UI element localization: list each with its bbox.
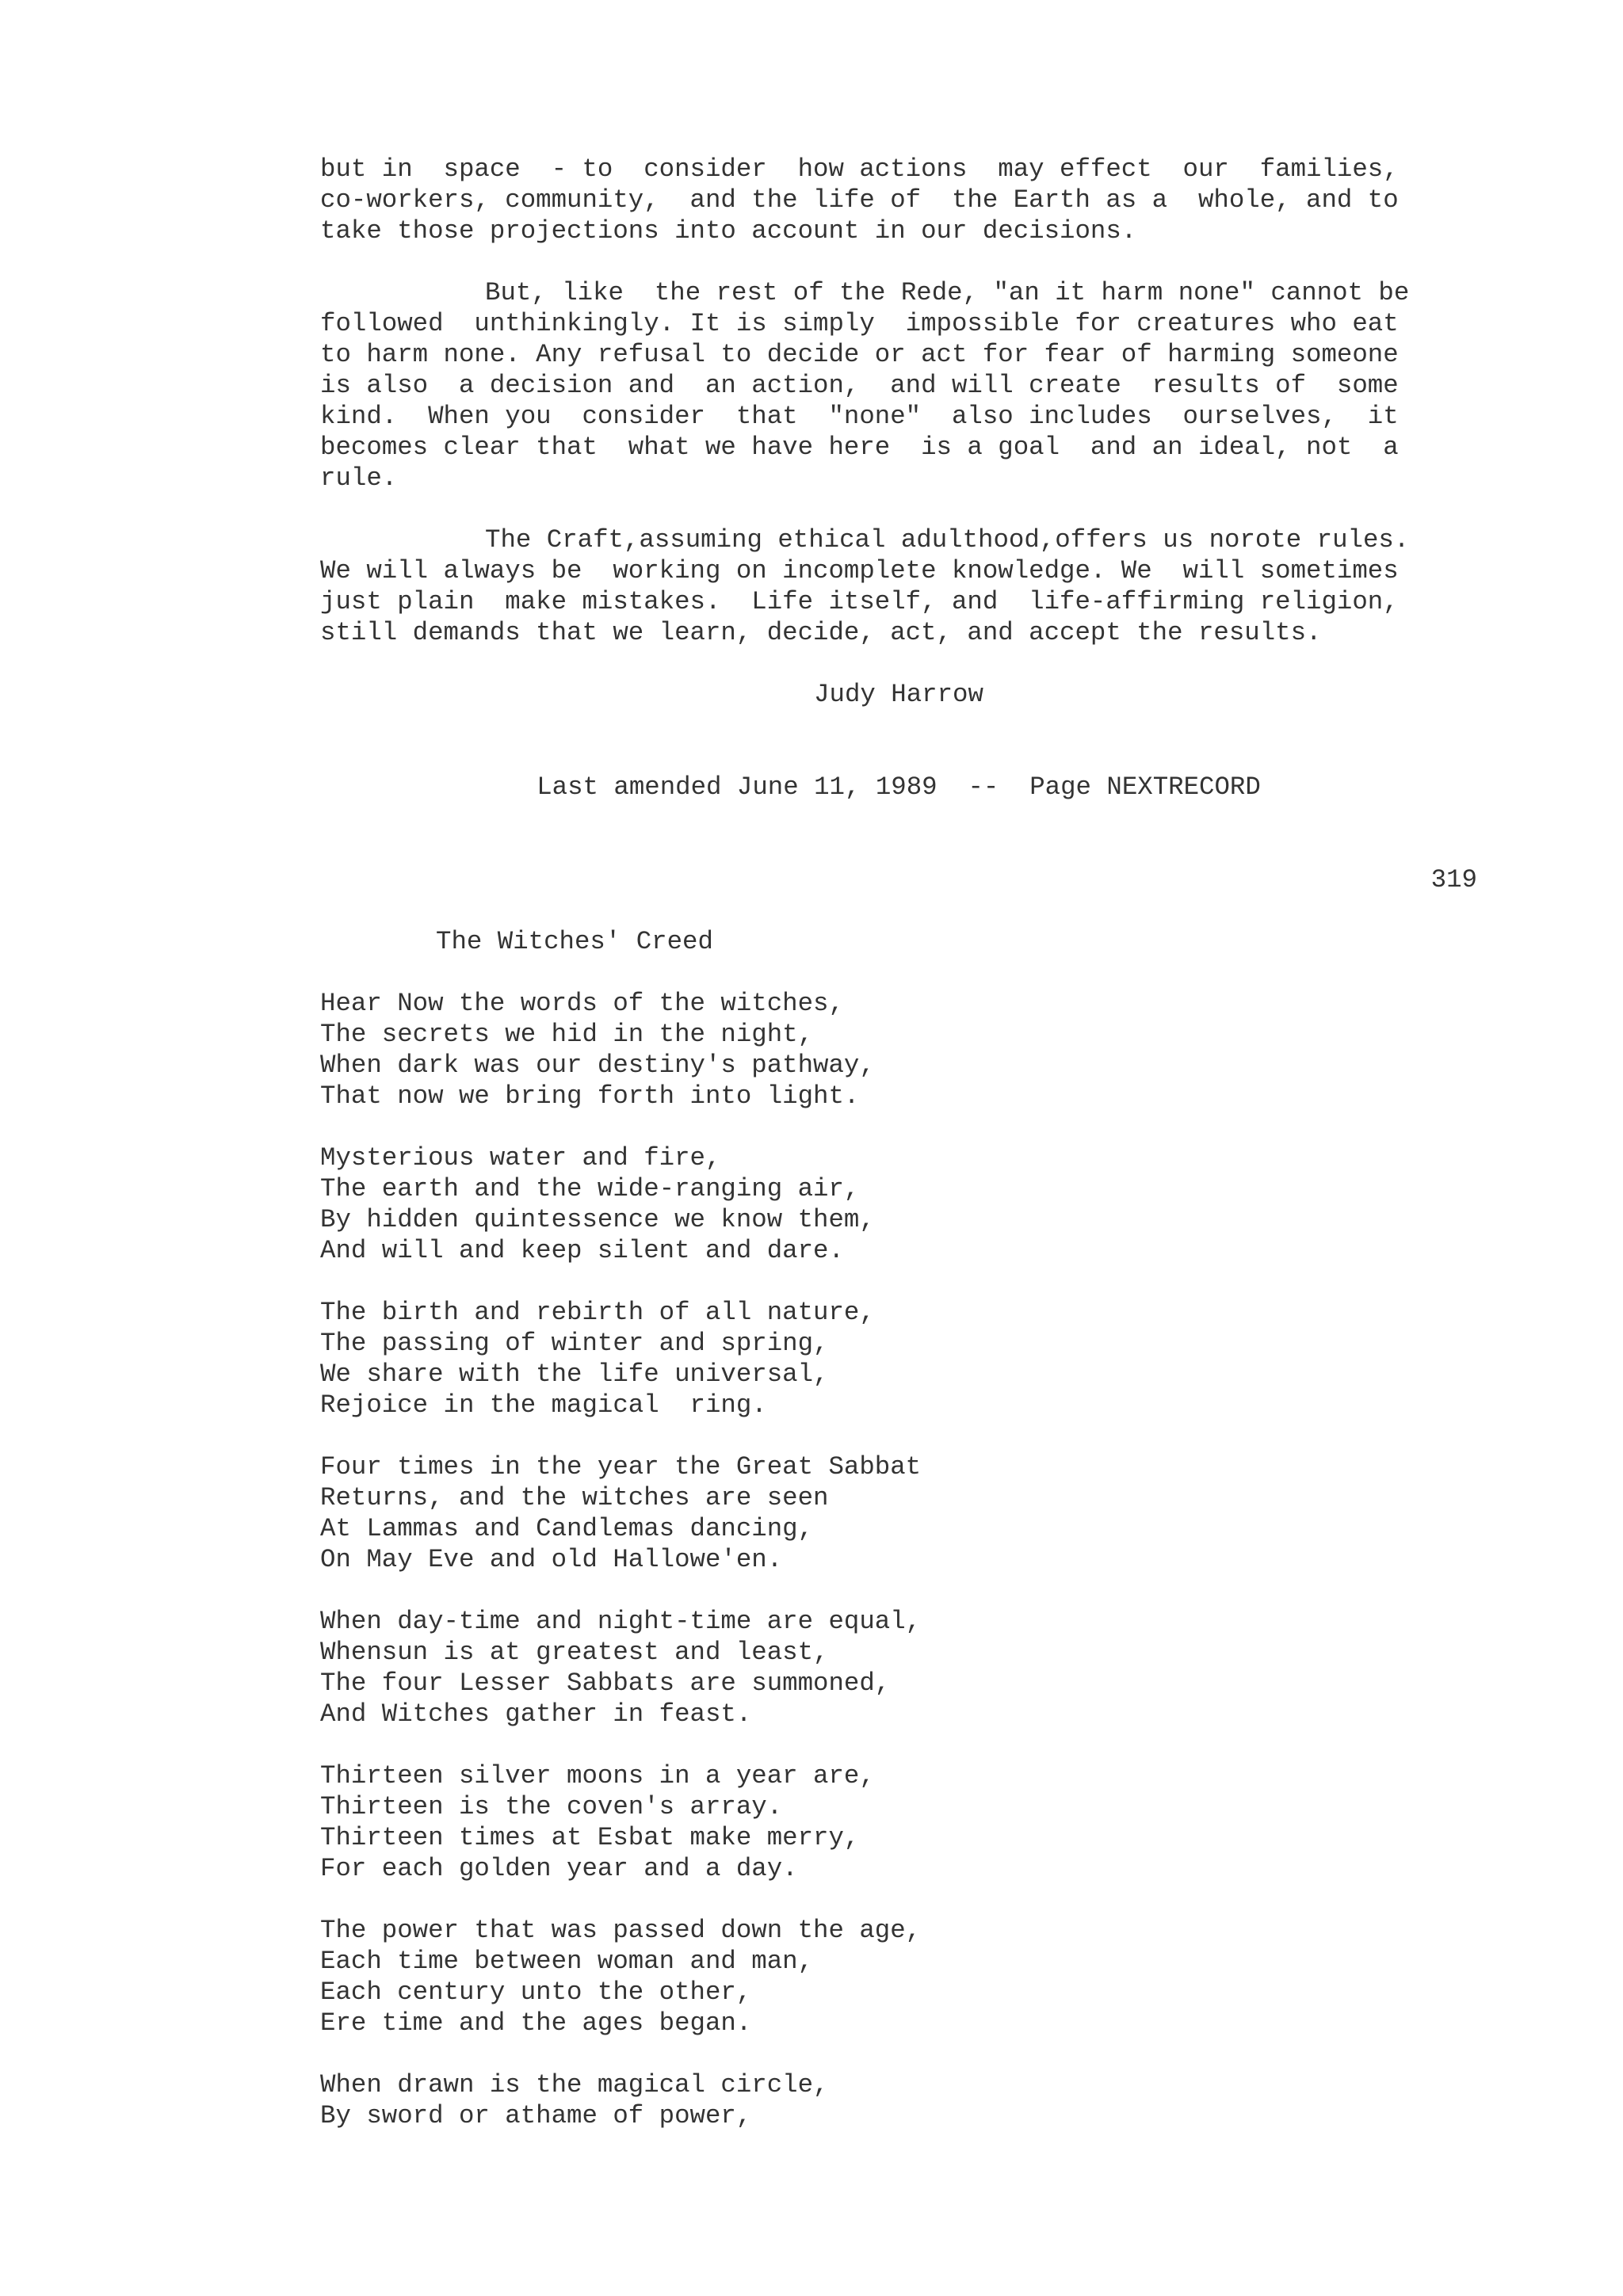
poem-line: The secrets we hid in the night,: [320, 1020, 814, 1049]
poem-line: By sword or athame of power,: [320, 2101, 752, 2130]
poem-line: That now we bring forth into light.: [320, 1081, 860, 1111]
text-line: take those projections into account in our decisions.: [320, 216, 1137, 246]
text-line: becomes clear that what we have here is a goal and an ideal, not a: [320, 433, 1399, 462]
poem-title: The Witches' Creed: [436, 927, 713, 956]
poem-stanza: [320, 2069, 1477, 2131]
poem-line: The four Lesser Sabbats are summoned,: [320, 1669, 891, 1698]
poem-line: Each century unto the other,: [320, 1978, 752, 2007]
poem-line: We share with the life universal,: [320, 1360, 829, 1389]
text-line: to harm none. Any refusal to decide or act for fear of harming someone: [320, 340, 1399, 369]
poem-line: On May Eve and old Hallowe'en.: [320, 1545, 783, 1574]
poem-line: The power that was passed down the age,: [320, 1916, 922, 1945]
poem-line: And will and keep silent and dare.: [320, 1236, 844, 1265]
text-line: rule.: [320, 463, 398, 493]
poem-line: The earth and the wide-ranging air,: [320, 1174, 860, 1203]
text-line: is also a decision and an action, and will create results of some: [320, 371, 1399, 400]
poem-stanza: [320, 1915, 1477, 2039]
poem-line: And Witches gather in feast.: [320, 1699, 752, 1729]
poem-line: The passing of winter and spring,: [320, 1329, 829, 1358]
poem-line: When dark was our destiny's pathway,: [320, 1051, 875, 1080]
poem-line: Hear Now the words of the witches,: [320, 989, 844, 1018]
essay-paragraph-2: [320, 277, 1477, 494]
poem-line: Thirteen times at Esbat make merry,: [320, 1823, 860, 1852]
spacer: [320, 710, 1477, 772]
poem-stanza: [320, 1606, 1477, 1730]
text-line: but in space - to consider how actions may effect our families,: [320, 154, 1399, 184]
poem-stanza: [320, 1451, 1477, 1575]
text-line: just plain make mistakes. Life itself, and life-affirming religion,: [320, 587, 1399, 616]
text-line: co-workers, community, and the life of the Earth as a whole, and to: [320, 185, 1399, 215]
poem-line: Whensun is at greatest and least,: [320, 1638, 829, 1667]
essay-paragraph-1: [320, 154, 1477, 246]
text-line: The Craft,assuming ethical adulthood,offers us norote rules.: [485, 525, 1410, 555]
spacer: [320, 895, 1477, 926]
amended-footer: Last amended June 11, 1989 -- Page NEXTRECORD: [537, 772, 1261, 802]
poem-stanza: [320, 1297, 1477, 1421]
poem-line: Ere time and the ages began.: [320, 2008, 752, 2038]
poem-body: [320, 988, 1477, 2131]
page-content: [320, 154, 1477, 2162]
author-signature: Judy Harrow: [814, 680, 983, 709]
spacer: [320, 957, 1477, 988]
poem-line: The birth and rebirth of all nature,: [320, 1298, 875, 1327]
text-line: We will always be working on incomplete knowledge. We will sometimes: [320, 556, 1399, 585]
poem-line: Mysterious water and fire,: [320, 1143, 721, 1173]
poem-line: When day-time and night-time are equal,: [320, 1607, 922, 1636]
page-number: 319: [1430, 865, 1477, 894]
poem-line: By hidden quintessence we know them,: [320, 1205, 875, 1234]
poem-line: Thirteen silver moons in a year are,: [320, 1761, 875, 1791]
poem-line: Each time between woman and man,: [320, 1947, 814, 1976]
poem-stanza: [320, 988, 1477, 1112]
poem-line: At Lammas and Candlemas dancing,: [320, 1514, 814, 1543]
text-line: followed unthinkingly. It is simply impossible for creatures who eat: [320, 309, 1399, 338]
text-line: still demands that we learn, decide, act, and accept the results.: [320, 618, 1322, 647]
poem-stanza: [320, 1142, 1477, 1266]
poem-line: Rejoice in the magical ring.: [320, 1390, 767, 1420]
spacer: [320, 803, 1477, 864]
poem-line: For each golden year and a day.: [320, 1854, 798, 1883]
poem-line: Thirteen is the coven's array.: [320, 1792, 783, 1821]
poem-line: Four times in the year the Great Sabbat: [320, 1452, 922, 1482]
text-line: But, like the rest of the Rede, "an it harm none" cannot be: [485, 278, 1410, 307]
poem-line: Returns, and the witches are seen: [320, 1483, 829, 1512]
text-line: kind. When you consider that "none" also includes ourselves, it: [320, 402, 1399, 431]
essay-paragraph-3: [320, 524, 1477, 648]
poem-stanza: [320, 1760, 1477, 1884]
poem-line: When drawn is the magical circle,: [320, 2070, 829, 2100]
